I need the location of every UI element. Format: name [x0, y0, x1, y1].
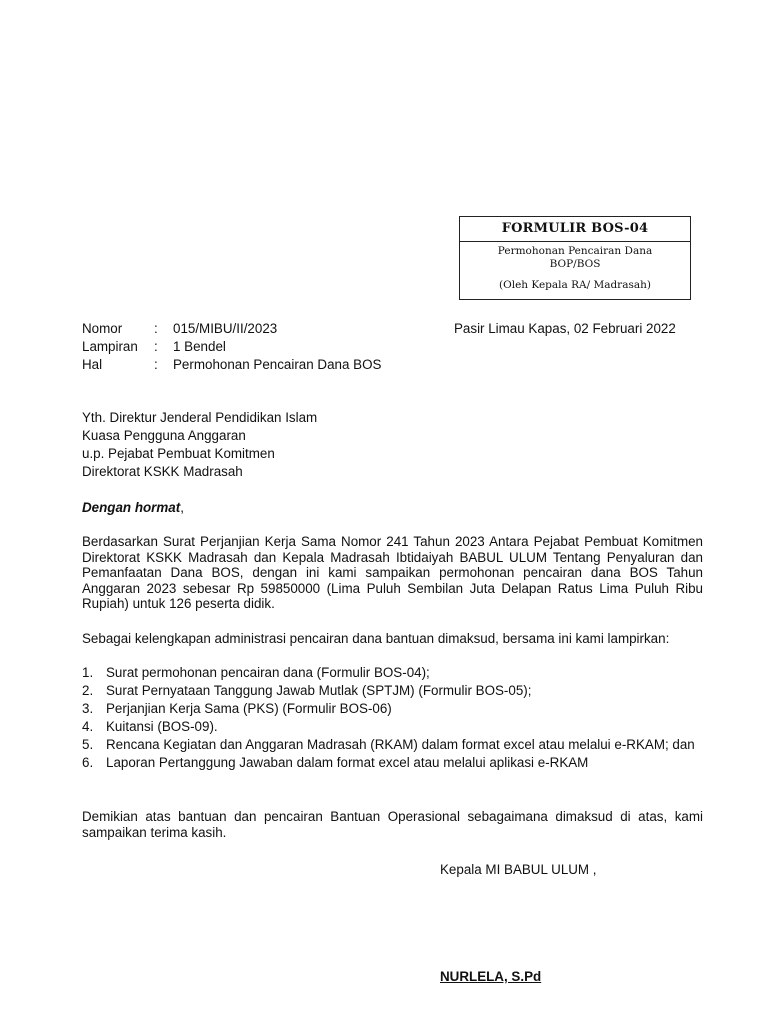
recipient-line: Yth. Direktur Jenderal Pendidikan Islam	[82, 410, 318, 425]
form-subtitle-line1: Permohonan Pencairan Dana	[497, 245, 653, 257]
list-item	[82, 736, 703, 754]
place-date: Pasir Limau Kapas, 02 Februari 2022	[454, 321, 676, 336]
body-paragraph-2: Sebagai kelengkapan administrasi pencairan dana bantuan dimaksud, bersama ini kami lampirkan:	[82, 631, 670, 646]
hal-label: Hal	[82, 357, 103, 372]
list-item-number: 3.	[82, 701, 94, 716]
form-subtitle	[460, 242, 690, 271]
list-item-text: Rencana Kegiatan dan Anggaran Madrasah (RKAM) dalam format excel atau melalui e-RKAM; dan	[106, 737, 695, 752]
body-paragraph-1: Berdasarkan Surat Perjanjian Kerja Sama Nomor 241 Tahun 2023 Antara Pejabat Pembuat Komitmen Direktorat KSKK Madrasah dan Kepala Madrasah Ibtidaiyah BABUL ULUM Tentang Penyaluran dan Pemanfaatan Dana BOS, dengan ini kami sampaikan permohonan pencairan dana BOS Tahun Anggaran 2023 sebesar Rp 59850000 (Lima Puluh Sembilan Juta Delapan Ratus Lima Puluh Ribu Rupiah) untuk 126 peserta didik.	[82, 534, 703, 612]
hal-row	[82, 356, 381, 374]
greeting	[82, 499, 184, 517]
form-subtitle-line2: BOP/BOS	[549, 258, 601, 270]
list-item-number: 5.	[82, 737, 94, 752]
list-item-text: Kuitansi (BOS-09).	[106, 719, 218, 734]
signature-name: NURLELA, S.Pd	[440, 969, 542, 984]
list-item-number: 4.	[82, 719, 94, 734]
nomor-value: 015/MIBU/II/2023	[173, 321, 278, 336]
lampiran-value: 1 Bendel	[173, 339, 226, 354]
list-item	[82, 754, 703, 772]
list-item-number: 6.	[82, 755, 94, 770]
list-item-text: Laporan Pertanggung Jawaban dalam format excel atau melalui aplikasi e-RKAM	[106, 755, 589, 770]
recipient-line: u.p. Pejabat Pembuat Komitmen	[82, 446, 275, 461]
recipient-block	[82, 409, 317, 481]
recipient-line: Kuasa Pengguna Anggaran	[82, 428, 246, 443]
form-code-box	[459, 216, 691, 300]
signature-title: Kepala MI BABUL ULUM ,	[440, 862, 597, 877]
nomor-label: Nomor	[82, 321, 123, 336]
form-title: FORMULIR BOS-04	[460, 217, 690, 242]
list-item	[82, 718, 703, 736]
attachment-list	[82, 664, 703, 772]
list-item-text: Perjanjian Kerja Sama (PKS) (Formulir BOS-06)	[106, 701, 392, 716]
hal-value: Permohonan Pencairan Dana BOS	[173, 357, 382, 372]
list-item-number: 2.	[82, 683, 94, 698]
list-item	[82, 700, 703, 718]
separator: :	[154, 357, 158, 372]
list-item	[82, 682, 703, 700]
list-item-text: Surat permohonan pencairan dana (Formulir BOS-04);	[106, 665, 430, 680]
list-item-text: Surat Pernyataan Tanggung Jawab Mutlak (SPTJM) (Formulir BOS-05);	[106, 683, 532, 698]
greeting-punct: ,	[180, 500, 184, 515]
letter-header-fields	[82, 320, 381, 374]
nomor-row	[82, 320, 381, 338]
recipient-line: Direktorat KSKK Madrasah	[82, 464, 243, 479]
closing-paragraph: Demikian atas bantuan dan pencairan Bantuan Operasional sebagaimana dimaksud di atas, kami sampaikan terima kasih.	[82, 809, 703, 840]
separator: :	[154, 321, 158, 336]
list-item-number: 1.	[82, 665, 94, 680]
greeting-text: Dengan hormat	[82, 500, 181, 515]
form-issuer: (Oleh Kepala RA/ Madrasah)	[499, 279, 651, 291]
lampiran-label: Lampiran	[82, 339, 138, 354]
lampiran-row	[82, 338, 381, 356]
list-item	[82, 664, 703, 682]
separator: :	[154, 339, 158, 354]
